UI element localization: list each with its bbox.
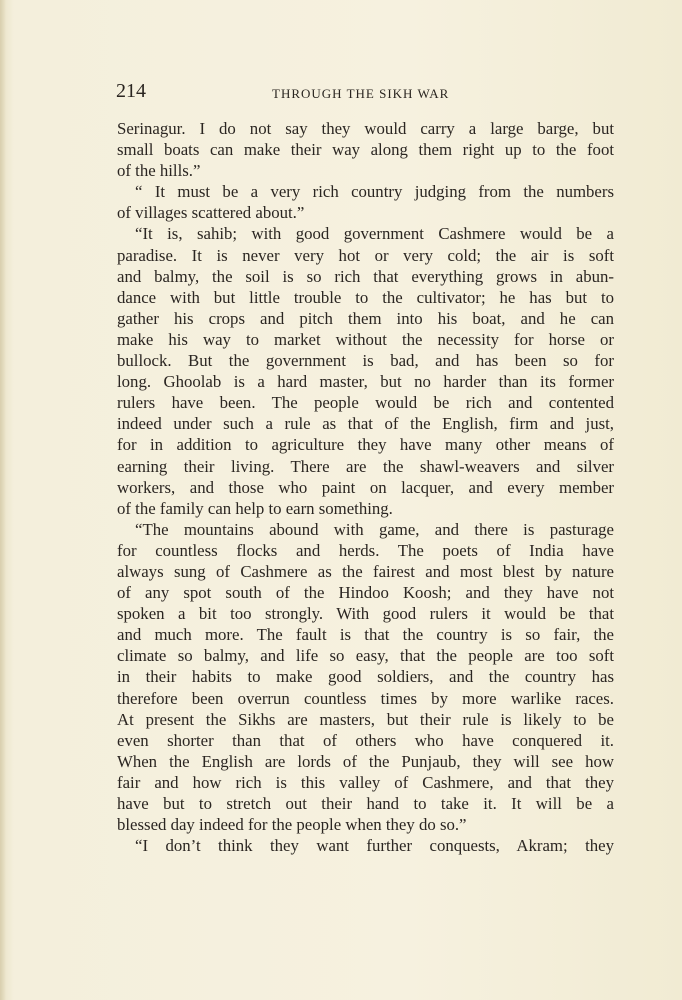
text-line: earning their living. There are the shawl-weavers and silver (117, 456, 614, 476)
text-line: of any spot south of the Hindoo Koosh; and they have not (117, 583, 614, 603)
text-line: spoken a bit too strongly. With good rulers it would be that (117, 604, 614, 624)
text-line: “I don’t think they want further conquests, Akram; they (135, 836, 614, 856)
text-line: and balmy, the soil is so rich that everything grows in abun- (117, 266, 614, 286)
text-line: fair and how rich is this valley of Cashmere, and that they (117, 772, 614, 792)
text-line: even shorter than that of others who have conquered it. (117, 730, 614, 750)
text-line: for in addition to agriculture they have many other means of (117, 435, 614, 455)
text-line: small boats can make their way along them right up to the foot (117, 140, 614, 160)
page-header (116, 80, 614, 106)
text-line: and much more. The fault is that the country is so fair, the (117, 625, 614, 645)
text-line: Serinagur. I do not say they would carry a large barge, but (117, 119, 614, 138)
text-line: workers, and those who paint on lacquer, and every member (117, 477, 614, 497)
text-line: “ It must be a very rich country judging from the numbers (135, 182, 614, 202)
text-line: “It is, sahib; with good government Cashmere would be a (135, 224, 614, 244)
text-line: indeed under such a rule as that of the English, firm and just, (117, 414, 614, 434)
text-line: always sung of Cashmere as the fairest and most blest by nature (117, 561, 614, 581)
text-line: in their habits to make good soldiers, and the country has (117, 667, 614, 687)
text-line: blessed day indeed for the people when they do so.” (117, 815, 467, 835)
text-line: paradise. It is never very hot or very cold; the air is soft (117, 245, 614, 265)
text-line: therefore been overrun countless times by more warlike races. (117, 688, 614, 708)
text-line: bullock. But the government is bad, and has been so for (117, 351, 614, 371)
text-line: At present the Sikhs are masters, but their rule is likely to be (117, 709, 614, 729)
text-line: have but to stretch out their hand to take it. It will be a (117, 794, 614, 813)
text-line: gather his crops and pitch them into his boat, and he can (117, 308, 614, 328)
text-line: make his way to market without the necessity for horse or (117, 329, 614, 349)
text-line: for countless flocks and herds. The poets of India have (117, 540, 614, 560)
text-line: climate so balmy, and life so easy, that the people are too soft (117, 646, 614, 666)
text-line: dance with but little trouble to the cultivator; he has but to (117, 287, 614, 307)
text-line: “The mountains abound with game, and there is pasturage (135, 519, 614, 539)
page-number: 214 (116, 80, 146, 102)
page-edge-shadow (0, 0, 6, 1000)
text-line: of the hills.” (117, 161, 201, 181)
text-line: long. Ghoolab is a hard master, but no harder than its former (117, 372, 614, 392)
running-title: THROUGH THE SIKH WAR (272, 86, 450, 101)
body-text (117, 118, 614, 856)
text-line: When the English are lords of the Punjaub, they will see how (117, 751, 614, 771)
text-line: of villages scattered about.” (117, 203, 305, 223)
text-line: rulers have been. The people would be rich and contented (117, 393, 614, 413)
text-line: of the family can help to earn something. (117, 498, 393, 518)
